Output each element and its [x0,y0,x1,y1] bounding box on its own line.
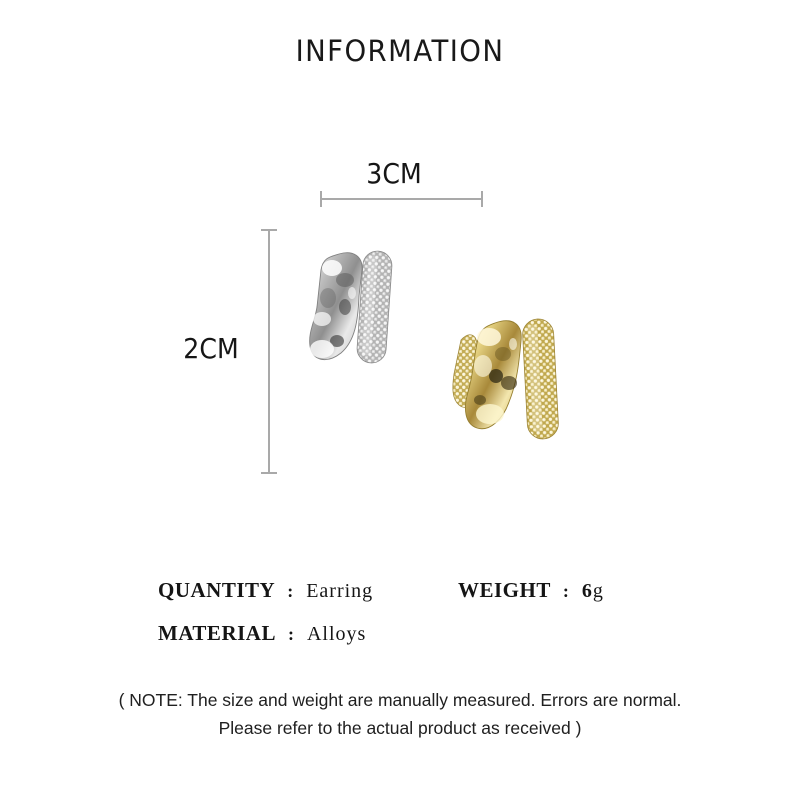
page-title: INFORMATION [295,34,505,68]
spec-weight [458,578,604,603]
gold-earring-graphic [449,314,562,442]
width-dimension-line [320,198,483,200]
quantity-colon: : [287,581,294,601]
width-line-right-cap [481,191,483,207]
height-dimension-line [268,229,270,474]
note-line-2: Please refer to the actual product as received ) [218,718,582,738]
weight-label: WEIGHT [458,578,551,602]
width-dimension-label: 3CM [366,157,422,190]
spec-material [158,621,366,646]
material-value: Alloys [306,623,367,645]
quantity-value: Earring [306,580,374,602]
material-colon: : [287,624,294,644]
height-line-top-cap [261,229,277,231]
weight-value: 6g [581,580,604,602]
note-line-1: ( NOTE: The size and weight are manually measured. Errors are normal. [118,690,682,710]
width-line-left-cap [320,191,322,207]
silver-earring-graphic [300,249,398,370]
silver-earring-image [300,249,398,370]
weight-colon: : [562,581,569,601]
spec-quantity [158,578,373,603]
material-label: MATERIAL [158,621,276,645]
height-dimension-label: 2CM [183,332,239,365]
height-line-bottom-cap [261,472,277,474]
note [0,686,800,742]
quantity-label: QUANTITY [158,578,276,602]
gold-earring-image [449,314,562,442]
